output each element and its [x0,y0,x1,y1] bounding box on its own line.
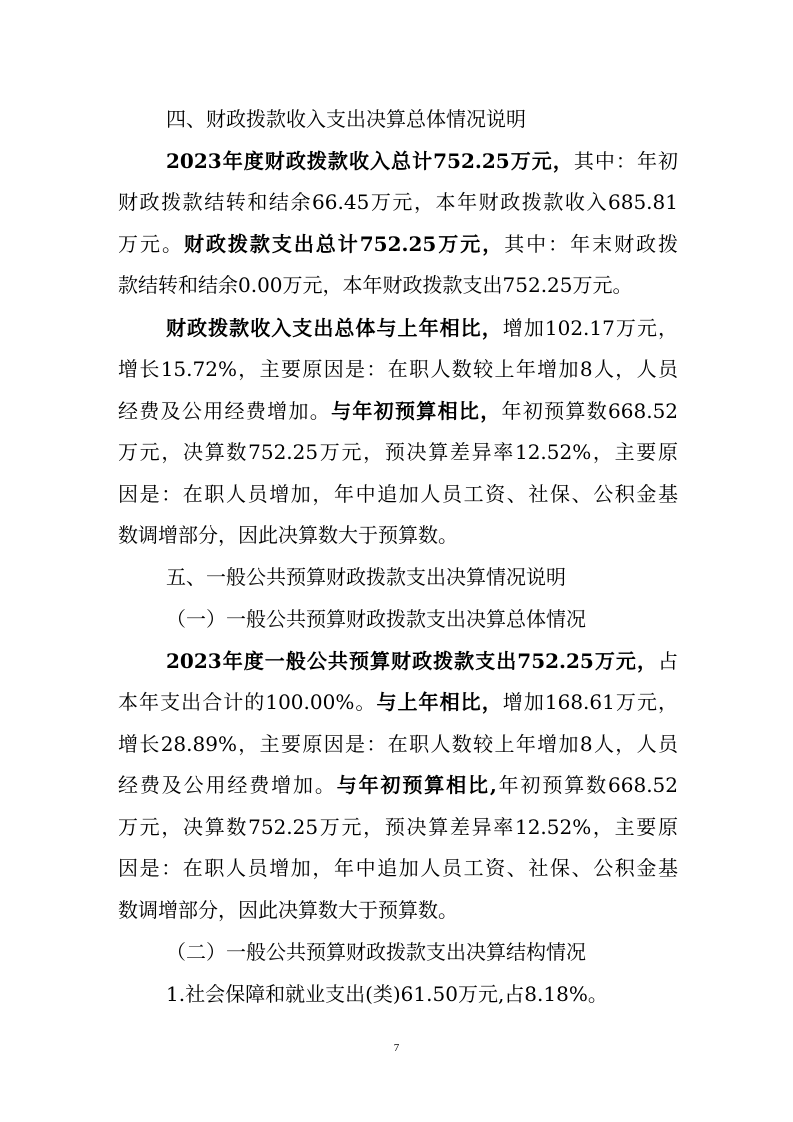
s4-p2-bold-compare-budget: 与年初预算相比， [331,399,502,423]
s5-p1-line6: 因是：在职人员增加，年中追加人员工资、社保、公积金基 [118,856,678,880]
s4-p1-line4: 款结转和结余0.00万元，本年财政拨款支出752.25万元。 [118,273,633,297]
s4-p2-line3: 经费及公用经费增加。与年初预算相比，年初预算数668.52 [118,399,679,423]
section5-heading: 五、一般公共预算财政拨款支出决算情况说明 [166,565,566,589]
s4-p2-line2: 增长15.72%，主要原因是：在职人数较上年增加8人，人员 [118,357,678,381]
s5-p1-line2: 本年支出合计的100.00%。与上年相比，增加168.61万元， [118,690,679,714]
s5-p1-bold-compare-budget: 与年初预算相比, [336,773,497,797]
s4-p2-bold-compare-last-year: 财政拨款收入支出总体与上年相比， [166,316,503,340]
s4-p2-line1: 财政拨款收入支出总体与上年相比，增加102.17万元， [166,316,679,340]
s4-p1-line2: 财政拨款结转和结余66.45万元，本年财政拨款收入685.81 [118,190,678,214]
s5-item-1: 1.社会保障和就业支出(类)61.50万元,占8.18%。 [166,982,608,1006]
s4-p1-line3: 万元。财政拨款支出总计752.25万元，其中：年末财政拨 [118,232,679,256]
s5-p1-line4: 经费及公用经费增加。与年初预算相比,年初预算数668.52 [118,773,679,797]
s4-p1-line1: 2023年度财政拨款收入总计752.25万元，其中：年初 [166,149,678,173]
s5-p1-line7: 数调增部分，因此决算数大于预算数。 [118,898,458,922]
s5-p1-line5: 万元，决算数752.25万元，预决算差异率12.52%，主要原 [118,815,678,839]
s5-p1-bold-compare-last-year: 与上年相比， [376,690,503,714]
page-number: 7 [393,1042,400,1054]
s4-p2-line4: 万元，决算数752.25万元，预决算差异率12.52%，主要原 [118,440,678,464]
s5-p1-bold-general-budget: 2023年度一般公共预算财政拨款支出752.25万元， [166,649,658,673]
section5-subheading-1: （一）一般公共预算财政拨款支出决算总体情况 [166,607,586,631]
s4-p1-bold-total-expense: 财政拨款支出总计752.25万元， [183,232,505,256]
s5-p1-line1: 2023年度一般公共预算财政拨款支出752.25万元，占 [166,649,678,673]
section4-heading: 四、财政拨款收入支出决算总体情况说明 [166,107,526,131]
s5-p1-line3: 增长28.89%，主要原因是：在职人数较上年增加8人，人员 [118,732,678,756]
s4-p1-bold-total-income: 2023年度财政拨款收入总计752.25万元， [166,149,574,173]
s4-p2-line5: 因是：在职人员增加，年中追加人员工资、社保、公积金基 [118,482,678,506]
s4-p2-line6: 数调增部分，因此决算数大于预算数。 [118,523,458,547]
section5-subheading-2: （二）一般公共预算财政拨款支出决算结构情况 [166,940,586,964]
